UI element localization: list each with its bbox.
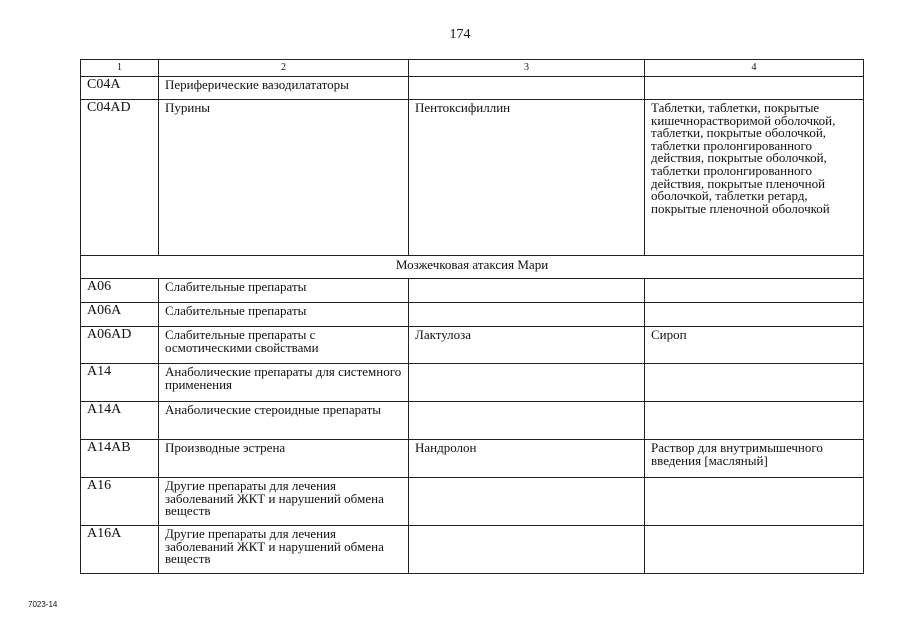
dosage-form-cell: Сироп <box>645 327 864 364</box>
drug-name-cell: Лактулоза <box>409 327 645 364</box>
table-body <box>81 77 864 574</box>
column-header-3: 3 <box>409 60 645 77</box>
table-row <box>81 279 864 303</box>
group-name-cell: Периферические вазодилататоры <box>159 77 409 100</box>
atc-code-cell: A06 <box>81 279 159 303</box>
dosage-form-cell <box>645 303 864 327</box>
table-row <box>81 100 864 256</box>
atc-code-cell: C04AD <box>81 100 159 256</box>
dosage-form-cell <box>645 526 864 574</box>
drug-name-cell <box>409 478 645 526</box>
group-name-cell: Слабительные препараты <box>159 279 409 303</box>
dosage-form-cell <box>645 478 864 526</box>
table-row <box>81 364 864 402</box>
group-name-cell: Другие препараты для лечения заболеваний ЖКТ и нарушений обмена веществ <box>159 478 409 526</box>
atc-code-cell: A16 <box>81 478 159 526</box>
group-name-cell: Слабительные препараты с осмотическими свойствами <box>159 327 409 364</box>
column-header-2: 2 <box>159 60 409 77</box>
document-code: 7023-14 <box>28 600 58 609</box>
atc-code-cell: A06AD <box>81 327 159 364</box>
atc-code-cell: A16A <box>81 526 159 574</box>
table-row <box>81 478 864 526</box>
dosage-form-cell: Таблетки, таблетки, покрытые кишечнорастворимой оболочкой, таблетки, покрытые оболочкой, таблетки пролонгированного действия, покрытые оболочкой, таблетки пролонгированного действия, покрытые пленочной оболочкой, таблетки ретард, покрытые пленочной оболочкой <box>645 100 864 256</box>
table-row <box>81 402 864 440</box>
section-row <box>81 256 864 279</box>
dosage-form-cell <box>645 77 864 100</box>
atc-code-cell: C04A <box>81 77 159 100</box>
table-row <box>81 77 864 100</box>
page-number: 174 <box>449 27 471 42</box>
table-row <box>81 440 864 478</box>
group-name-cell: Слабительные препараты <box>159 303 409 327</box>
table-row <box>81 327 864 364</box>
group-name-cell: Производные эстрена <box>159 440 409 478</box>
drug-table <box>80 59 864 574</box>
drug-name-cell <box>409 279 645 303</box>
drug-name-cell <box>409 77 645 100</box>
drug-name-cell: Пентоксифиллин <box>409 100 645 256</box>
table-row <box>81 526 864 574</box>
dosage-form-cell <box>645 402 864 440</box>
section-title: Мозжечковая атаксия Мари <box>81 256 864 279</box>
group-name-cell: Анаболические стероидные препараты <box>159 402 409 440</box>
atc-code-cell: A14AB <box>81 440 159 478</box>
atc-code-cell: A14A <box>81 402 159 440</box>
atc-code-cell: A06A <box>81 303 159 327</box>
column-header-4: 4 <box>645 60 864 77</box>
atc-code-cell: A14 <box>81 364 159 402</box>
drug-name-cell <box>409 364 645 402</box>
group-name-cell: Пурины <box>159 100 409 256</box>
dosage-form-cell: Раствор для внутримышечного введения [масляный] <box>645 440 864 478</box>
drug-name-cell: Нандролон <box>409 440 645 478</box>
dosage-form-cell <box>645 364 864 402</box>
table-header <box>81 60 864 77</box>
table-row <box>81 303 864 327</box>
drug-name-cell <box>409 303 645 327</box>
drug-name-cell <box>409 526 645 574</box>
dosage-form-cell <box>645 279 864 303</box>
group-name-cell: Другие препараты для лечения заболеваний ЖКТ и нарушений обмена веществ <box>159 526 409 574</box>
drug-name-cell <box>409 402 645 440</box>
column-header-1: 1 <box>81 60 159 77</box>
group-name-cell: Анаболические препараты для системного применения <box>159 364 409 402</box>
